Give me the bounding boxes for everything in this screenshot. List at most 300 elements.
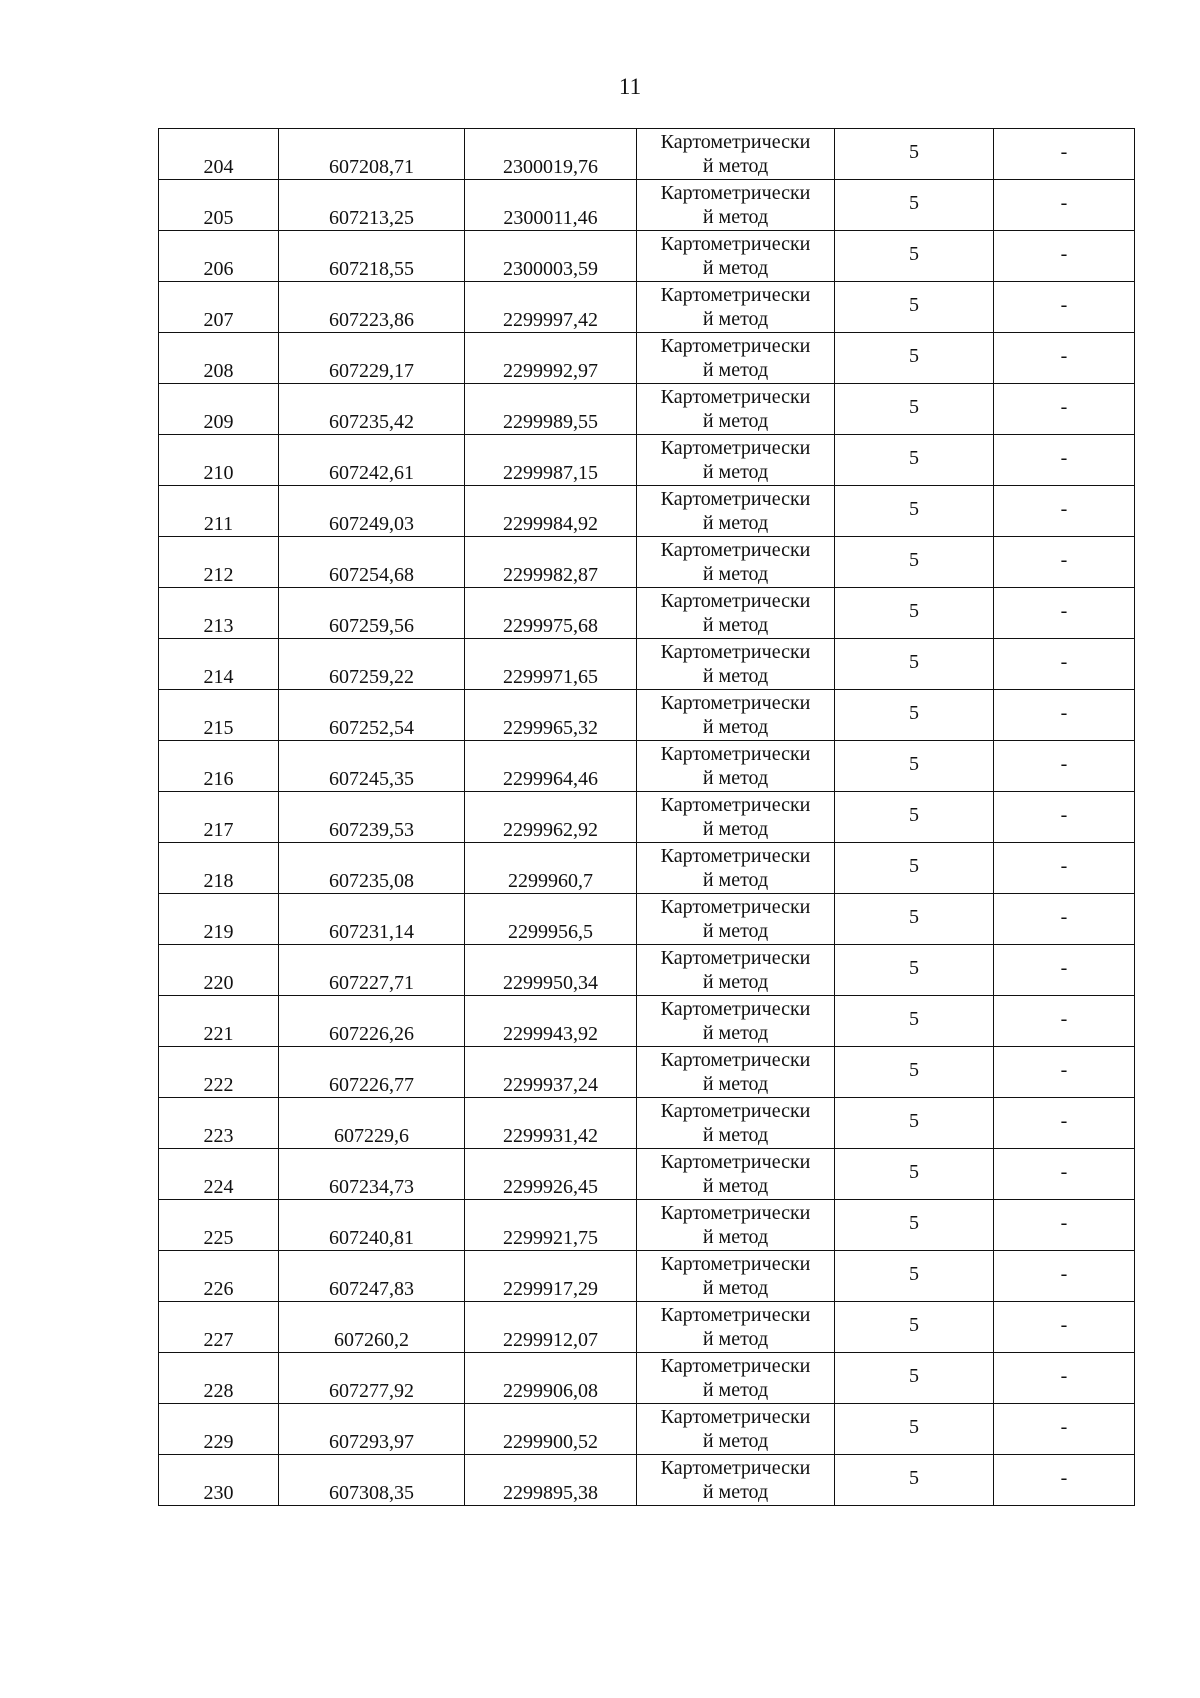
table-row xyxy=(159,1200,1135,1251)
accuracy-cell xyxy=(835,894,994,945)
accuracy-value: 5 xyxy=(909,1263,919,1285)
method-cell xyxy=(637,384,835,435)
x-coordinate-cell: 607223,86 xyxy=(279,282,465,333)
point-number-cell: 221 xyxy=(159,996,279,1047)
table-row xyxy=(159,894,1135,945)
accuracy-value: 5 xyxy=(909,1212,919,1234)
y-coordinate-cell: 2300003,59 xyxy=(465,231,637,282)
y-coordinate-cell: 2299956,5 xyxy=(465,894,637,945)
x-coordinate-cell: 607227,71 xyxy=(279,945,465,996)
coordinates-table-body xyxy=(159,129,1135,1506)
point-number-cell: 226 xyxy=(159,1251,279,1302)
accuracy-value: 5 xyxy=(909,651,919,673)
method-line-1: Картометрически xyxy=(660,233,811,255)
point-number-cell: 227 xyxy=(159,1302,279,1353)
note-cell xyxy=(994,1353,1135,1404)
method-line-2: й метод xyxy=(702,665,769,687)
method-line-2: й метод xyxy=(702,1379,769,1401)
accuracy-cell xyxy=(835,741,994,792)
accuracy-cell xyxy=(835,1200,994,1251)
method-line-1: Картометрически xyxy=(660,1355,811,1377)
method-cell xyxy=(637,1200,835,1251)
method-line-2: й метод xyxy=(702,1226,769,1248)
method-cell xyxy=(637,894,835,945)
accuracy-value: 5 xyxy=(909,243,919,265)
note-cell xyxy=(994,588,1135,639)
note-value: - xyxy=(1060,804,1068,826)
method-cell xyxy=(637,537,835,588)
accuracy-cell xyxy=(835,282,994,333)
method-line-1: Картометрически xyxy=(660,845,811,867)
method-line-1: Картометрически xyxy=(660,131,811,153)
x-coordinate-cell: 607293,97 xyxy=(279,1404,465,1455)
method-cell xyxy=(637,792,835,843)
method-line-2: й метод xyxy=(702,206,769,228)
note-value: - xyxy=(1060,1467,1068,1489)
accuracy-cell xyxy=(835,486,994,537)
method-line-1: Картометрически xyxy=(660,692,811,714)
x-coordinate-cell: 607235,42 xyxy=(279,384,465,435)
note-value: - xyxy=(1060,1314,1068,1336)
method-cell xyxy=(637,333,835,384)
note-cell xyxy=(994,435,1135,486)
accuracy-value: 5 xyxy=(909,1059,919,1081)
note-value: - xyxy=(1060,447,1068,469)
method-line-1: Картометрически xyxy=(660,182,811,204)
accuracy-value: 5 xyxy=(909,141,919,163)
y-coordinate-cell: 2299975,68 xyxy=(465,588,637,639)
note-cell xyxy=(994,333,1135,384)
note-value: - xyxy=(1060,855,1068,877)
method-line-1: Картометрически xyxy=(660,1100,811,1122)
point-number-cell: 224 xyxy=(159,1149,279,1200)
method-cell xyxy=(637,1149,835,1200)
y-coordinate-cell: 2299989,55 xyxy=(465,384,637,435)
point-number-cell: 228 xyxy=(159,1353,279,1404)
y-coordinate-cell: 2299992,97 xyxy=(465,333,637,384)
method-line-2: й метод xyxy=(702,1073,769,1095)
y-coordinate-cell: 2299971,65 xyxy=(465,639,637,690)
method-line-1: Картометрически xyxy=(660,335,811,357)
x-coordinate-cell: 607240,81 xyxy=(279,1200,465,1251)
note-value: - xyxy=(1060,396,1068,418)
table-row xyxy=(159,588,1135,639)
method-cell xyxy=(637,1251,835,1302)
table-row xyxy=(159,1404,1135,1455)
accuracy-value: 5 xyxy=(909,1365,919,1387)
accuracy-value: 5 xyxy=(909,1467,919,1489)
method-cell xyxy=(637,945,835,996)
accuracy-value: 5 xyxy=(909,1008,919,1030)
method-line-2: й метод xyxy=(702,1175,769,1197)
x-coordinate-cell: 607226,26 xyxy=(279,996,465,1047)
method-line-2: й метод xyxy=(702,818,769,840)
accuracy-cell xyxy=(835,129,994,180)
note-cell xyxy=(994,639,1135,690)
accuracy-value: 5 xyxy=(909,498,919,520)
method-line-2: й метод xyxy=(702,155,769,177)
point-number-cell: 222 xyxy=(159,1047,279,1098)
note-cell xyxy=(994,945,1135,996)
point-number-cell: 217 xyxy=(159,792,279,843)
method-cell xyxy=(637,1302,835,1353)
method-line-2: й метод xyxy=(702,257,769,279)
x-coordinate-cell: 607213,25 xyxy=(279,180,465,231)
y-coordinate-cell: 2299964,46 xyxy=(465,741,637,792)
page-number: 11 xyxy=(618,74,642,99)
method-cell xyxy=(637,282,835,333)
table-row xyxy=(159,333,1135,384)
note-cell xyxy=(994,792,1135,843)
y-coordinate-cell: 2299950,34 xyxy=(465,945,637,996)
note-cell xyxy=(994,894,1135,945)
accuracy-value: 5 xyxy=(909,345,919,367)
accuracy-value: 5 xyxy=(909,855,919,877)
method-line-1: Картометрически xyxy=(660,539,811,561)
table-row xyxy=(159,231,1135,282)
y-coordinate-cell: 2299997,42 xyxy=(465,282,637,333)
point-number-cell: 206 xyxy=(159,231,279,282)
y-coordinate-cell: 2300011,46 xyxy=(465,180,637,231)
note-cell xyxy=(994,690,1135,741)
accuracy-value: 5 xyxy=(909,1314,919,1336)
y-coordinate-cell: 2299912,07 xyxy=(465,1302,637,1353)
accuracy-cell xyxy=(835,996,994,1047)
note-value: - xyxy=(1060,957,1068,979)
point-number-cell: 210 xyxy=(159,435,279,486)
table-row xyxy=(159,435,1135,486)
accuracy-cell xyxy=(835,537,994,588)
accuracy-cell xyxy=(835,1098,994,1149)
note-value: - xyxy=(1060,345,1068,367)
method-line-2: й метод xyxy=(702,359,769,381)
accuracy-cell xyxy=(835,1149,994,1200)
method-line-2: й метод xyxy=(702,563,769,585)
method-line-2: й метод xyxy=(702,410,769,432)
note-cell xyxy=(994,180,1135,231)
point-number-cell: 204 xyxy=(159,129,279,180)
table-row xyxy=(159,129,1135,180)
method-line-1: Картометрически xyxy=(660,1304,811,1326)
y-coordinate-cell: 2299921,75 xyxy=(465,1200,637,1251)
point-number-cell: 230 xyxy=(159,1455,279,1506)
accuracy-value: 5 xyxy=(909,600,919,622)
method-line-1: Картометрически xyxy=(660,437,811,459)
point-number-cell: 211 xyxy=(159,486,279,537)
x-coordinate-cell: 607231,14 xyxy=(279,894,465,945)
point-number-cell: 213 xyxy=(159,588,279,639)
x-coordinate-cell: 607245,35 xyxy=(279,741,465,792)
note-cell xyxy=(994,537,1135,588)
table-row xyxy=(159,1302,1135,1353)
note-value: - xyxy=(1060,549,1068,571)
x-coordinate-cell: 607229,17 xyxy=(279,333,465,384)
method-line-1: Картометрически xyxy=(660,641,811,663)
method-line-1: Картометрически xyxy=(660,947,811,969)
x-coordinate-cell: 607239,53 xyxy=(279,792,465,843)
y-coordinate-cell: 2299943,92 xyxy=(465,996,637,1047)
method-line-2: й метод xyxy=(702,869,769,891)
method-line-1: Картометрически xyxy=(660,1253,811,1275)
table-row xyxy=(159,1047,1135,1098)
method-line-1: Картометрически xyxy=(660,1151,811,1173)
note-value: - xyxy=(1060,753,1068,775)
point-number-cell: 229 xyxy=(159,1404,279,1455)
method-line-2: й метод xyxy=(702,308,769,330)
table-row xyxy=(159,384,1135,435)
accuracy-cell xyxy=(835,792,994,843)
x-coordinate-cell: 607277,92 xyxy=(279,1353,465,1404)
y-coordinate-cell: 2300019,76 xyxy=(465,129,637,180)
accuracy-cell xyxy=(835,231,994,282)
x-coordinate-cell: 607249,03 xyxy=(279,486,465,537)
accuracy-value: 5 xyxy=(909,957,919,979)
note-value: - xyxy=(1060,1416,1068,1438)
note-value: - xyxy=(1060,1263,1068,1285)
table-row xyxy=(159,843,1135,894)
note-value: - xyxy=(1060,1008,1068,1030)
x-coordinate-cell: 607254,68 xyxy=(279,537,465,588)
method-line-1: Картометрически xyxy=(660,590,811,612)
x-coordinate-cell: 607252,54 xyxy=(279,690,465,741)
y-coordinate-cell: 2299895,38 xyxy=(465,1455,637,1506)
accuracy-cell xyxy=(835,333,994,384)
x-coordinate-cell: 607260,2 xyxy=(279,1302,465,1353)
accuracy-cell xyxy=(835,1404,994,1455)
note-cell xyxy=(994,384,1135,435)
y-coordinate-cell: 2299984,92 xyxy=(465,486,637,537)
method-line-2: й метод xyxy=(702,1277,769,1299)
table-row xyxy=(159,639,1135,690)
x-coordinate-cell: 607259,22 xyxy=(279,639,465,690)
accuracy-cell xyxy=(835,1455,994,1506)
method-line-2: й метод xyxy=(702,614,769,636)
table-row xyxy=(159,180,1135,231)
note-cell xyxy=(994,1404,1135,1455)
method-line-1: Картометрически xyxy=(660,488,811,510)
note-cell xyxy=(994,1098,1135,1149)
x-coordinate-cell: 607234,73 xyxy=(279,1149,465,1200)
y-coordinate-cell: 2299960,7 xyxy=(465,843,637,894)
accuracy-cell xyxy=(835,945,994,996)
note-value: - xyxy=(1060,1110,1068,1132)
note-value: - xyxy=(1060,1059,1068,1081)
note-cell xyxy=(994,1302,1135,1353)
note-value: - xyxy=(1060,141,1068,163)
note-value: - xyxy=(1060,906,1068,928)
point-number-cell: 212 xyxy=(159,537,279,588)
accuracy-value: 5 xyxy=(909,804,919,826)
method-cell xyxy=(637,1098,835,1149)
point-number-cell: 219 xyxy=(159,894,279,945)
note-value: - xyxy=(1060,243,1068,265)
y-coordinate-cell: 2299937,24 xyxy=(465,1047,637,1098)
table-row xyxy=(159,1098,1135,1149)
method-cell xyxy=(637,843,835,894)
x-coordinate-cell: 607247,83 xyxy=(279,1251,465,1302)
accuracy-cell xyxy=(835,1353,994,1404)
method-cell xyxy=(637,741,835,792)
method-cell xyxy=(637,180,835,231)
table-row xyxy=(159,537,1135,588)
note-value: - xyxy=(1060,498,1068,520)
point-number-cell: 207 xyxy=(159,282,279,333)
accuracy-cell xyxy=(835,1047,994,1098)
note-cell xyxy=(994,1455,1135,1506)
method-line-2: й метод xyxy=(702,1124,769,1146)
method-line-1: Картометрически xyxy=(660,794,811,816)
note-cell xyxy=(994,282,1135,333)
y-coordinate-cell: 2299987,15 xyxy=(465,435,637,486)
point-number-cell: 208 xyxy=(159,333,279,384)
method-line-2: й метод xyxy=(702,716,769,738)
method-line-1: Картометрически xyxy=(660,1049,811,1071)
method-line-2: й метод xyxy=(702,1481,769,1503)
table-row xyxy=(159,1149,1135,1200)
note-value: - xyxy=(1060,1212,1068,1234)
accuracy-cell xyxy=(835,690,994,741)
method-line-2: й метод xyxy=(702,767,769,789)
note-value: - xyxy=(1060,192,1068,214)
y-coordinate-cell: 2299962,92 xyxy=(465,792,637,843)
note-value: - xyxy=(1060,1161,1068,1183)
table-row xyxy=(159,690,1135,741)
accuracy-value: 5 xyxy=(909,753,919,775)
note-cell xyxy=(994,486,1135,537)
point-number-cell: 225 xyxy=(159,1200,279,1251)
y-coordinate-cell: 2299982,87 xyxy=(465,537,637,588)
point-number-cell: 214 xyxy=(159,639,279,690)
x-coordinate-cell: 607242,61 xyxy=(279,435,465,486)
method-line-2: й метод xyxy=(702,971,769,993)
method-line-2: й метод xyxy=(702,1022,769,1044)
y-coordinate-cell: 2299926,45 xyxy=(465,1149,637,1200)
note-value: - xyxy=(1060,702,1068,724)
y-coordinate-cell: 2299965,32 xyxy=(465,690,637,741)
method-cell xyxy=(637,639,835,690)
method-line-2: й метод xyxy=(702,512,769,534)
accuracy-cell xyxy=(835,588,994,639)
x-coordinate-cell: 607229,6 xyxy=(279,1098,465,1149)
coordinates-table xyxy=(158,128,1135,1506)
method-line-1: Картометрически xyxy=(660,743,811,765)
method-cell xyxy=(637,1353,835,1404)
method-line-1: Картометрически xyxy=(660,1202,811,1224)
accuracy-value: 5 xyxy=(909,192,919,214)
table-row xyxy=(159,1353,1135,1404)
table-row xyxy=(159,945,1135,996)
accuracy-cell xyxy=(835,435,994,486)
point-number-cell: 218 xyxy=(159,843,279,894)
note-cell xyxy=(994,996,1135,1047)
method-line-2: й метод xyxy=(702,1328,769,1350)
method-cell xyxy=(637,486,835,537)
accuracy-value: 5 xyxy=(909,1416,919,1438)
method-line-2: й метод xyxy=(702,1430,769,1452)
accuracy-cell xyxy=(835,1251,994,1302)
y-coordinate-cell: 2299931,42 xyxy=(465,1098,637,1149)
x-coordinate-cell: 607226,77 xyxy=(279,1047,465,1098)
method-line-1: Картометрически xyxy=(660,386,811,408)
note-cell xyxy=(994,231,1135,282)
y-coordinate-cell: 2299900,52 xyxy=(465,1404,637,1455)
x-coordinate-cell: 607208,71 xyxy=(279,129,465,180)
note-cell xyxy=(994,1149,1135,1200)
accuracy-value: 5 xyxy=(909,1161,919,1183)
point-number-cell: 216 xyxy=(159,741,279,792)
table-row xyxy=(159,792,1135,843)
accuracy-cell xyxy=(835,639,994,690)
accuracy-cell xyxy=(835,843,994,894)
table-row xyxy=(159,1455,1135,1506)
table-row xyxy=(159,741,1135,792)
method-cell xyxy=(637,231,835,282)
table-row xyxy=(159,282,1135,333)
accuracy-cell xyxy=(835,384,994,435)
method-line-2: й метод xyxy=(702,920,769,942)
method-line-1: Картометрически xyxy=(660,1406,811,1428)
accuracy-value: 5 xyxy=(909,906,919,928)
accuracy-value: 5 xyxy=(909,549,919,571)
method-cell xyxy=(637,996,835,1047)
method-cell xyxy=(637,690,835,741)
table-row xyxy=(159,1251,1135,1302)
method-cell xyxy=(637,1404,835,1455)
note-value: - xyxy=(1060,1365,1068,1387)
y-coordinate-cell: 2299917,29 xyxy=(465,1251,637,1302)
method-cell xyxy=(637,129,835,180)
note-cell xyxy=(994,129,1135,180)
point-number-cell: 215 xyxy=(159,690,279,741)
accuracy-value: 5 xyxy=(909,702,919,724)
y-coordinate-cell: 2299906,08 xyxy=(465,1353,637,1404)
x-coordinate-cell: 607308,35 xyxy=(279,1455,465,1506)
method-cell xyxy=(637,435,835,486)
accuracy-value: 5 xyxy=(909,396,919,418)
point-number-cell: 220 xyxy=(159,945,279,996)
method-line-2: й метод xyxy=(702,461,769,483)
point-number-cell: 209 xyxy=(159,384,279,435)
note-cell xyxy=(994,1251,1135,1302)
accuracy-cell xyxy=(835,180,994,231)
note-value: - xyxy=(1060,294,1068,316)
x-coordinate-cell: 607235,08 xyxy=(279,843,465,894)
note-cell xyxy=(994,1200,1135,1251)
point-number-cell: 223 xyxy=(159,1098,279,1149)
table-row xyxy=(159,486,1135,537)
x-coordinate-cell: 607218,55 xyxy=(279,231,465,282)
method-line-1: Картометрически xyxy=(660,1457,811,1479)
note-cell xyxy=(994,843,1135,894)
accuracy-value: 5 xyxy=(909,294,919,316)
point-number-cell: 205 xyxy=(159,180,279,231)
method-line-1: Картометрически xyxy=(660,896,811,918)
table-row xyxy=(159,996,1135,1047)
x-coordinate-cell: 607259,56 xyxy=(279,588,465,639)
accuracy-value: 5 xyxy=(909,1110,919,1132)
method-cell xyxy=(637,588,835,639)
method-cell xyxy=(637,1047,835,1098)
note-value: - xyxy=(1060,600,1068,622)
method-line-1: Картометрически xyxy=(660,284,811,306)
note-cell xyxy=(994,741,1135,792)
accuracy-cell xyxy=(835,1302,994,1353)
method-line-1: Картометрически xyxy=(660,998,811,1020)
note-cell xyxy=(994,1047,1135,1098)
accuracy-value: 5 xyxy=(909,447,919,469)
note-value: - xyxy=(1060,651,1068,673)
method-cell xyxy=(637,1455,835,1506)
